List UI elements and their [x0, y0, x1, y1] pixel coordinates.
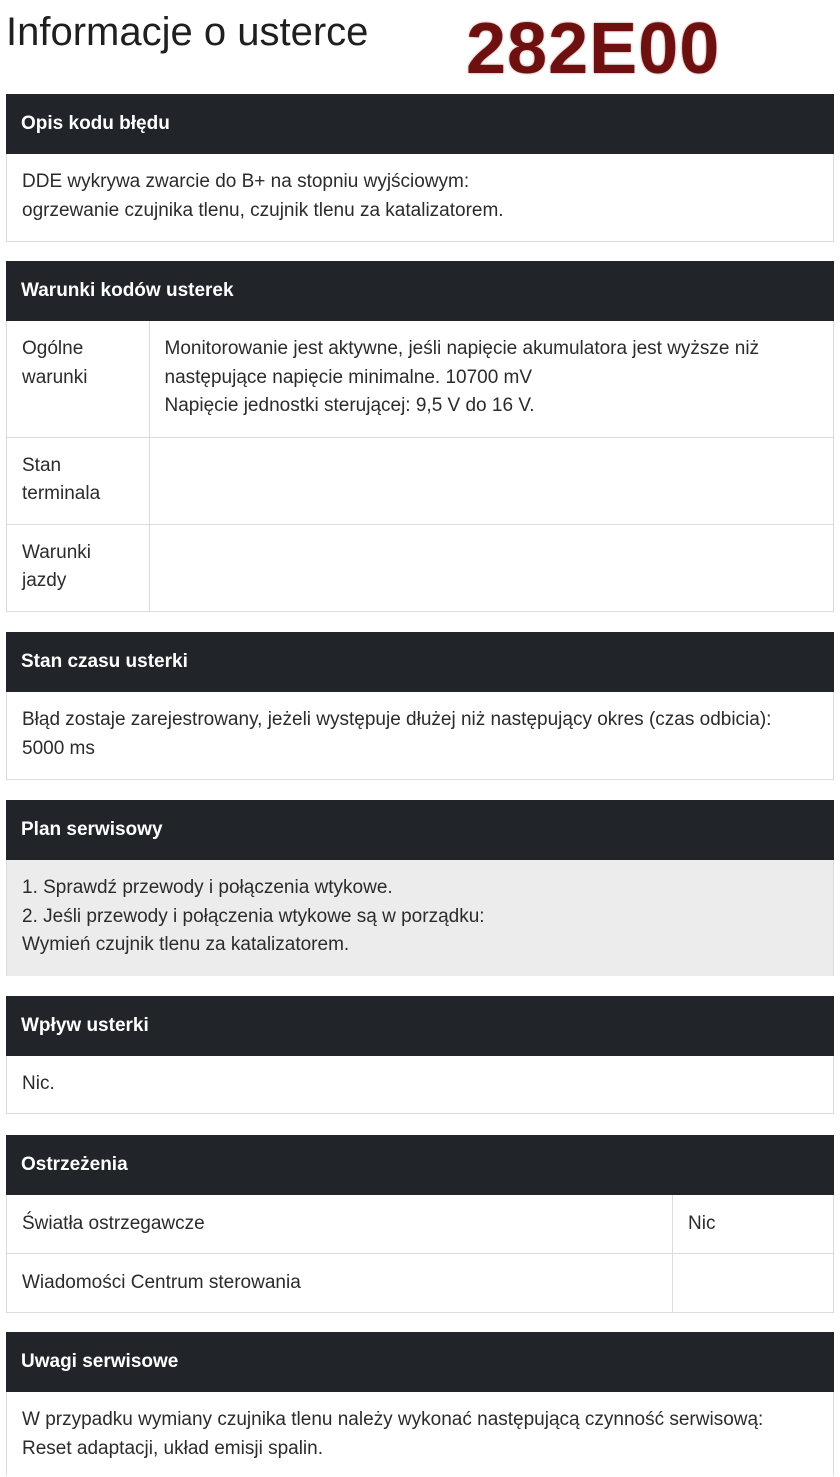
table-row — [7, 321, 833, 437]
section-warnings — [6, 1135, 834, 1313]
condition-label — [7, 437, 149, 524]
label-line: Ogólne — [22, 338, 84, 359]
section-body — [6, 860, 834, 976]
impact-text — [7, 1056, 833, 1113]
warnings-table — [7, 1195, 833, 1312]
value-line: Napięcie jednostki sterującej: 9,5 V do 16 V. — [164, 395, 535, 416]
condition-value — [149, 437, 833, 524]
text-line: Nic. — [22, 1073, 55, 1094]
fault-code: 282E00 — [466, 9, 721, 89]
table-row — [7, 524, 833, 611]
text-line: 2. Jeśli przewody i połączenia wtykowe są w porządku: — [22, 905, 485, 927]
table-row — [7, 1254, 833, 1313]
section-description — [6, 94, 834, 242]
section-conditions — [6, 261, 834, 612]
text-line: ogrzewanie czujnika tlenu, czujnik tlenu za katalizatorem. — [22, 199, 504, 221]
section-heading: Stan czasu usterki — [6, 632, 834, 692]
label-line: warunki — [22, 366, 88, 388]
table-row — [7, 1195, 833, 1254]
section-fault-time — [6, 632, 834, 780]
section-heading: Plan serwisowy — [6, 800, 834, 860]
warning-value: Nic — [673, 1195, 834, 1254]
description-text — [7, 154, 833, 239]
label-line: terminala — [22, 483, 101, 504]
warning-value — [673, 1254, 834, 1313]
text-line: W przypadku wymiany czujnika tlenu należy wykonać następującą czynność serwisową: — [22, 1409, 764, 1430]
section-body — [6, 154, 834, 242]
service-plan-text — [7, 860, 833, 976]
condition-label — [7, 321, 149, 437]
page-title: Informacje o usterce — [6, 10, 369, 54]
text-line: Wymień czujnik tlenu za katalizatorem. — [22, 934, 350, 955]
section-body — [6, 1056, 834, 1114]
fault-time-text — [7, 692, 833, 777]
section-heading: Opis kodu błędu — [6, 94, 834, 154]
value-line: Monitorowanie jest aktywne, jeśli napięcie akumulatora jest wyższe niż — [164, 338, 760, 359]
conditions-table — [7, 321, 833, 611]
section-service-plan — [6, 800, 834, 976]
page-header — [0, 0, 840, 94]
warning-label: Światła ostrzegawcze — [22, 1212, 205, 1234]
condition-value — [149, 321, 833, 437]
section-service-notes — [6, 1332, 834, 1476]
text-line: Błąd zostaje zarejestrowany, jeżeli występuje dłużej niż następujący okres (czas odbicia): — [22, 709, 772, 730]
table-row — [7, 437, 833, 524]
label-line: jazdy — [22, 570, 67, 591]
section-impact — [6, 996, 834, 1114]
service-notes-text — [7, 1392, 833, 1477]
label-line: Warunki — [22, 541, 91, 563]
section-heading: Wpływ usterki — [6, 996, 834, 1056]
text-line: DDE wykrywa zwarcie do B+ na stopniu wyjściowym: — [22, 171, 470, 192]
section-body — [6, 692, 834, 780]
section-body — [6, 321, 834, 612]
section-heading: Warunki kodów usterek — [6, 261, 834, 321]
section-body — [6, 1195, 834, 1313]
text-line: 1. Sprawdź przewody i połączenia wtykowe. — [22, 877, 393, 898]
section-body — [6, 1392, 834, 1476]
label-line: Stan — [22, 454, 62, 476]
condition-value — [149, 524, 833, 611]
section-heading: Ostrzeżenia — [6, 1135, 834, 1195]
text-line: 5000 ms — [22, 737, 95, 759]
section-heading: Uwagi serwisowe — [6, 1332, 834, 1392]
value-line: następujące napięcie minimalne. 10700 mV — [164, 366, 533, 388]
condition-label — [7, 524, 149, 611]
warning-label: Wiadomości Centrum sterowania — [7, 1254, 673, 1313]
text-line: Reset adaptacji, układ emisji spalin. — [22, 1437, 323, 1459]
